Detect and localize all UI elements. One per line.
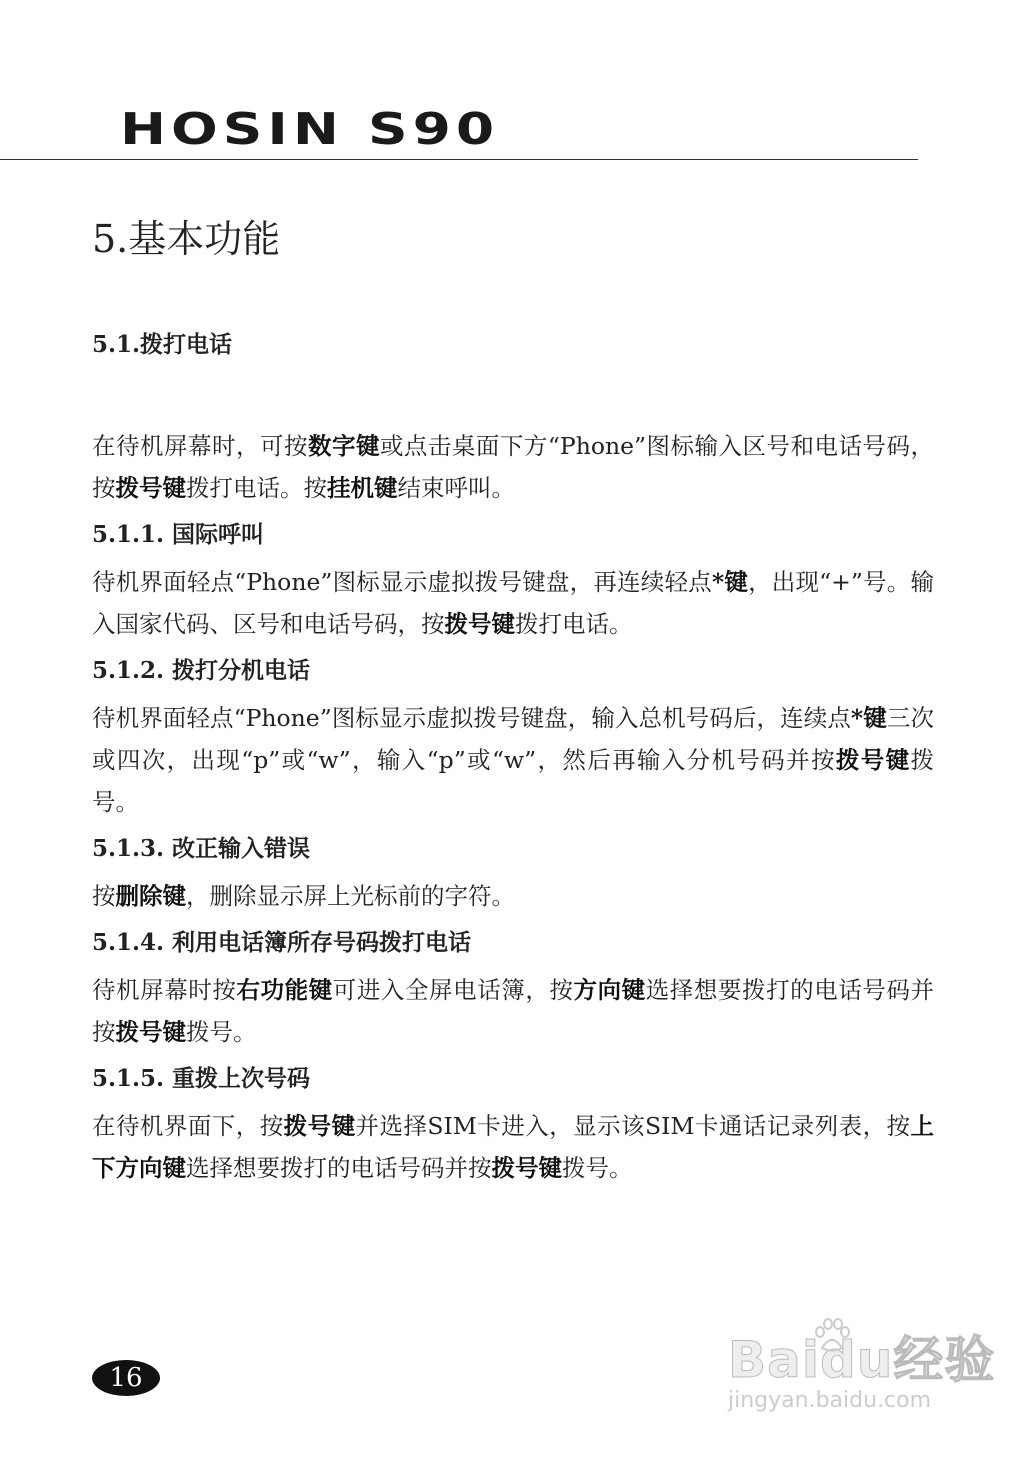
key-term: *键 <box>850 704 887 732</box>
header-divider <box>0 159 918 160</box>
key-term: 拨号键 <box>115 1018 186 1046</box>
text-run: 按 <box>92 882 116 910</box>
text-run: ，删除显示屏上光标前的字符。 <box>186 882 515 910</box>
text-run: 选择想要拨打的电话号码并按 <box>186 1154 492 1182</box>
text-run: 拨打电话。 <box>515 610 633 638</box>
paragraph <box>92 969 934 1053</box>
paragraph <box>92 425 934 509</box>
text-run: 在待机屏幕时，可按 <box>92 432 308 460</box>
key-term: 数字键 <box>307 432 380 460</box>
key-term: 拨号键 <box>283 1112 356 1140</box>
baidu-watermark <box>728 1320 995 1413</box>
text-run: 选择想要拨打的电话号码并按 <box>92 976 935 1046</box>
key-term: 拨号键 <box>835 746 911 774</box>
section-heading: 5.1.拨打电话 <box>92 331 233 358</box>
key-term: 上下方向键 <box>92 1112 935 1182</box>
text-run: 可进入全屏电话簿，按 <box>332 976 574 1004</box>
subsection-heading: 5.1.4. 利用电话簿所存号码拨打电话 <box>92 929 472 956</box>
key-term: 删除键 <box>115 882 186 910</box>
paw-icon <box>812 1318 852 1354</box>
text-run: 拨号。 <box>92 746 934 816</box>
subsection-heading: 5.1.3. 改正输入错误 <box>92 835 311 862</box>
section-body <box>92 425 934 1189</box>
content <box>92 326 934 1195</box>
key-term: 拨号键 <box>115 474 186 502</box>
watermark-url: jingyan.baidu.com <box>728 1388 932 1413</box>
paragraph <box>92 561 934 645</box>
paragraph <box>92 697 934 823</box>
chapter-title: 5.基本功能 <box>92 217 281 261</box>
text-run: 待机界面轻点“Phone”图标显示虚拟拨号键盘，输入总机号码后，连续点 <box>92 704 851 732</box>
text-run: 拨打电话。按 <box>186 474 327 502</box>
text-run: 拨号。 <box>186 1018 257 1046</box>
paragraph <box>92 875 934 917</box>
key-term: 右功能键 <box>236 976 333 1004</box>
watermark-logo: Baidu经验 <box>728 1331 996 1389</box>
key-term: 拨号键 <box>491 1154 562 1182</box>
text-run: 结束呼叫。 <box>397 474 515 502</box>
subsection-heading: 5.1.5. 重拨上次号码 <box>92 1065 311 1092</box>
page-number: 16 <box>92 1360 160 1396</box>
key-term: 挂机键 <box>327 474 398 502</box>
text-run: 待机界面轻点“Phone”图标显示虚拟拨号键盘，再连续轻点 <box>92 568 712 596</box>
text-run: 待机屏幕时按 <box>92 976 237 1004</box>
text-run: 拨号。 <box>562 1154 633 1182</box>
subsection-heading: 5.1.1. 国际呼叫 <box>92 521 265 548</box>
subsection-heading: 5.1.2. 拨打分机电话 <box>92 657 311 684</box>
brand-header: HOSIN S90 <box>120 104 500 155</box>
key-term: *键 <box>711 568 749 596</box>
text-run: 并选择SIM卡进入，显示该SIM卡通话记录列表，按 <box>355 1112 911 1140</box>
key-term: 方向键 <box>573 976 646 1004</box>
text-run: ，出现“+”号。输入国家代码、区号和电话号码，按 <box>92 568 935 638</box>
text-run: 三次或四次，出现“p”或“w”，输入“p”或“w”，然后再输入分机号码并按 <box>92 704 935 774</box>
text-run: 在待机界面下，按 <box>92 1112 284 1140</box>
key-term: 拨号键 <box>444 610 515 638</box>
text-run: 或点击桌面下方“Phone”图标输入区号和电话号码，按 <box>92 432 934 502</box>
paragraph <box>92 1105 934 1189</box>
